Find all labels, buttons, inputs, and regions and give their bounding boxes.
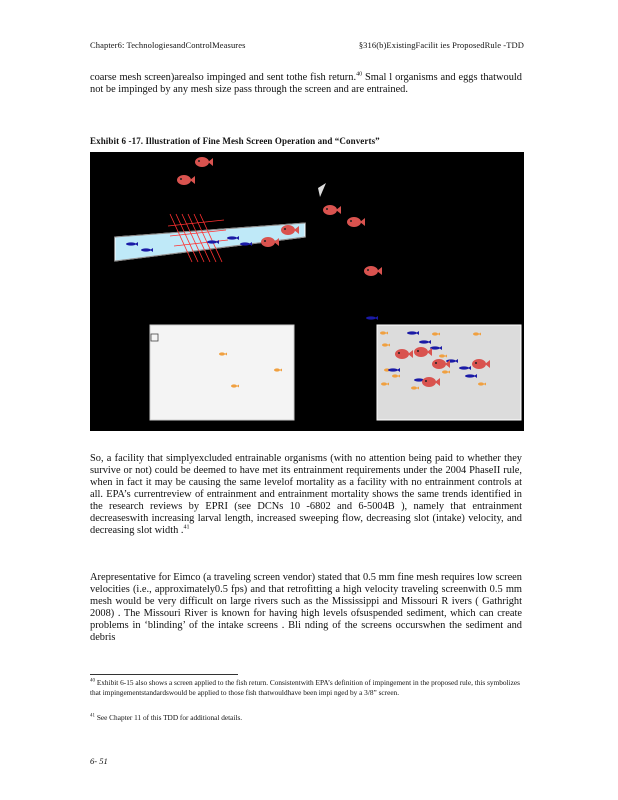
footnote-text: Exhibit 6-15 also shows a screen applied to the fish return. Consistentwith EPA’s definition of impingement in the proposed rule, this symbolizes that impingementstandardswould be applied to those fish thatwouldhave been impi nged by a 3/8” screen. [90, 678, 520, 697]
paragraph-text: coarse mesh screen)arealso impinged and sent tothe fish return. [90, 72, 357, 83]
paragraph-text: So, a facility that simplyexcluded entrainable organisms (with no attention being paid to whether they survive or not) could be deemed to have met its entrainment requirements under the 2004 PhaseII rule, when in fact it may be causing the same levelof mortality as a facility with no entrainment controls at all. EPA’s currentreview of entrainment and entrainment mortality shows the same trends identified in the research reviews by EPRI (see DCNs 10 -6802 and 6-5004B ), namely that entrainment decreaseswith increasing larval length, increased sweeping flow, decreasing slot (intake) velocity, and decreasing slot width . [90, 453, 522, 536]
page-number: 6- 51 [90, 756, 108, 766]
fine-mesh-illustration [90, 152, 524, 431]
footnote-divider [90, 674, 238, 675]
fish-icon [323, 205, 341, 215]
footnote-ref-40[interactable]: 40 [356, 71, 363, 78]
footnote-number: 41 [90, 713, 95, 719]
fish-icon [195, 157, 213, 167]
footnote-text: See Chapter 11 of this TDD for additional details. [95, 713, 243, 722]
running-header-right: §316(b)ExistingFacilit ies ProposedRule -TDD [358, 40, 524, 50]
fish-icon [177, 175, 195, 185]
water-jet-icon [318, 183, 326, 197]
fish-icon [366, 316, 378, 320]
fish-return-tank [377, 325, 521, 420]
fine-mesh-screen [115, 214, 305, 262]
footnote-number: 40 [90, 678, 95, 684]
entrainment-tank [150, 325, 294, 420]
paragraph-text-continued: Smal l organisms and eggs thatwould not be impinged by any mesh size pass through the screen and are entrained. [90, 72, 522, 95]
running-header-left: Chapter6: TechnologiesandControlMeasures [90, 40, 246, 50]
footnote-40 [90, 678, 522, 697]
exhibit-caption: Exhibit 6 -17. Illustration of Fine Mesh Screen Operation and “Converts” [90, 136, 380, 146]
footnote-41 [90, 713, 522, 723]
paragraph-eimco-representative: Arepresentative for Eimco (a traveling screen vendor) stated that 0.5 mm fine mesh requires low screen velocities (i.e., approximately0.5 fps) and that retrofitting a high velocity traveling screenwith 0.5 mm mesh would be very difficult on large rivers such as the Mississippi and Missouri R ivers ( Gathright 2008) . The Missouri River is known for having high levels ofsuspended sediment, which can create problems in ‘blinding’ of the intake screens . Bli nding of the screens occurswhen the sediment and debris [90, 572, 522, 643]
fish-icon [347, 217, 365, 227]
fish-icon [364, 266, 382, 276]
footnote-ref-41[interactable]: 41 [183, 524, 190, 531]
paragraph-coarse-mesh [90, 72, 522, 96]
paragraph-entrainment-mortality [90, 453, 522, 537]
